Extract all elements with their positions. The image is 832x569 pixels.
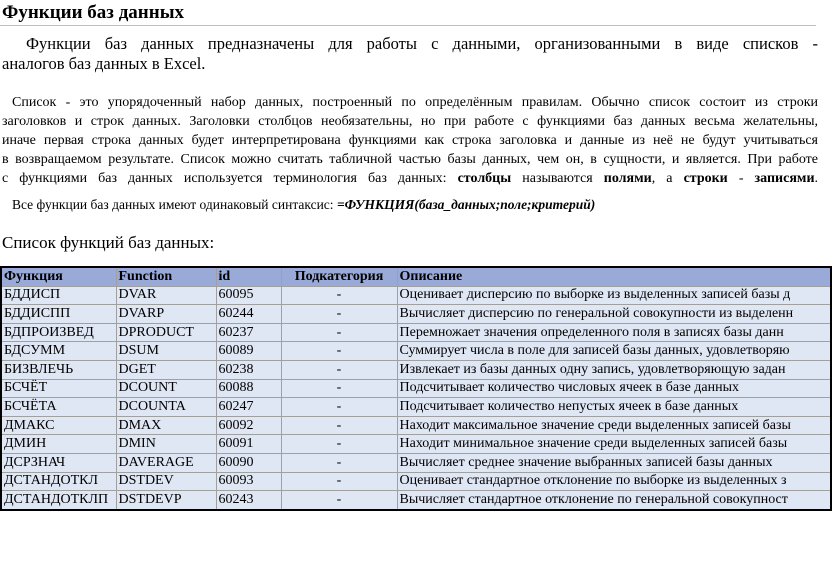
syntax-formula: =ФУНКЦИЯ(база_данных;поле;критерий) [336, 197, 596, 212]
cell-id: 60243 [216, 491, 281, 510]
cell-function-en: DMIN [116, 435, 216, 454]
cell-function: БДПРОИЗВЕД [1, 323, 116, 342]
cell-description: Находит минимальное значение среди выделенных записей базы [397, 435, 831, 454]
cell-function-en: DGET [116, 360, 216, 379]
cell-subcategory: - [281, 453, 397, 472]
cell-id: 60088 [216, 379, 281, 398]
functions-table-wrapper [0, 266, 816, 528]
paragraph-line: в возвращаемом результате. Список можно считать табличной частью базы данных, чем он, в сущности, и является. При работе [2, 152, 818, 167]
col-header-description: Описание [397, 267, 831, 286]
cell-subcategory: - [281, 416, 397, 435]
col-header-function-en: Function [116, 267, 216, 286]
table-row [1, 491, 831, 510]
cell-id: 60237 [216, 323, 281, 342]
cell-function-en: DAVERAGE [116, 453, 216, 472]
cell-description: Суммирует числа в поле для записей базы данных, удовлетворяю [397, 342, 831, 361]
page-title: Функции баз данных [2, 2, 185, 23]
paragraph-line: заголовков и строк данных. Заголовки столбцов необязательны, но при работе с функциями баз данных весьма желательны, [2, 114, 818, 129]
table-row [1, 435, 831, 454]
cell-function: ДСТАНДОТКЛП [1, 491, 116, 510]
term-called: называются [522, 171, 593, 186]
term-rows: строки [683, 171, 728, 186]
cell-function: ДСРЗНАЧ [1, 453, 116, 472]
cell-description: Подсчитывает количество непустых ячеек в базе данных [397, 398, 831, 417]
syntax-text: Все функции баз данных имеют одинаковый синтаксис: [12, 197, 334, 212]
cell-id: 60090 [216, 453, 281, 472]
term-dash: - [738, 171, 744, 186]
term-fields: полями [603, 171, 652, 186]
functions-table [0, 266, 832, 511]
term-and: а [666, 171, 673, 186]
cell-function: БДСУММ [1, 342, 116, 361]
cell-id: 60247 [216, 398, 281, 417]
terms-lead: с функциями баз данных используется терминология баз данных: [2, 171, 447, 186]
cell-id: 60091 [216, 435, 281, 454]
cell-function-en: DVARP [116, 305, 216, 324]
cell-description: Извлекает из базы данных одну запись, удовлетворяющую задан [397, 360, 831, 379]
paragraph-line-terms: с функциями баз данных используется терминология баз данных: столбцы называются полями, а строки - записями. [2, 171, 819, 186]
intro-line: Функции баз данных предназначены для работы с данными, организованными в виде списков - [26, 34, 818, 53]
table-row [1, 398, 831, 417]
table-row [1, 472, 831, 491]
cell-function-en: DCOUNTA [116, 398, 216, 417]
cell-function: БДДИСП [1, 286, 116, 305]
cell-subcategory: - [281, 435, 397, 454]
cell-description: Вычисляет среднее значение выбранных записей базы данных [397, 453, 831, 472]
cell-id: 60093 [216, 472, 281, 491]
cell-function-en: DCOUNT [116, 379, 216, 398]
cell-id: 60244 [216, 305, 281, 324]
col-header-subcategory: Подкатегория [281, 267, 397, 286]
table-row [1, 453, 831, 472]
cell-function-en: DPRODUCT [116, 323, 216, 342]
cell-subcategory: - [281, 342, 397, 361]
cell-id: 60089 [216, 342, 281, 361]
cell-function: ДСТАНДОТКЛ [1, 472, 116, 491]
table-row [1, 286, 831, 305]
cell-subcategory: - [281, 286, 397, 305]
cell-subcategory: - [281, 472, 397, 491]
cell-function-en: DSTDEVP [116, 491, 216, 510]
cell-function: БИЗВЛЕЧЬ [1, 360, 116, 379]
col-header-function: Функция [1, 267, 116, 286]
cell-description: Вычисляет стандартное отклонение по генеральной совокупност [397, 491, 831, 510]
paragraph-line: иначе первая строка данных будет интерпретирована функциями как строка заголовка и данные из неё не будут учитываться [2, 133, 818, 148]
table-row [1, 342, 831, 361]
cell-function: БСЧЁТ [1, 379, 116, 398]
term-columns: столбцы [457, 171, 512, 186]
syntax-paragraph [2, 196, 595, 214]
cell-subcategory: - [281, 305, 397, 324]
cell-description: Перемножает значения определенного поля в записях базы данн [397, 323, 831, 342]
cell-function-en: DVAR [116, 286, 216, 305]
list-definition-paragraph [2, 93, 818, 188]
term-period: . [814, 171, 819, 186]
cell-id: 60238 [216, 360, 281, 379]
intro-paragraph [2, 34, 818, 74]
cell-subcategory: - [281, 491, 397, 510]
cell-subcategory: - [281, 379, 397, 398]
cell-description: Находит максимальное значение среди выделенных записей базы [397, 416, 831, 435]
cell-subcategory: - [281, 398, 397, 417]
title-divider [0, 25, 816, 26]
cell-function-en: DSUM [116, 342, 216, 361]
table-row [1, 416, 831, 435]
intro-line: аналогов баз данных в Excel. [2, 54, 206, 73]
list-title: Список функций баз данных: [2, 233, 215, 252]
cell-function-en: DMAX [116, 416, 216, 435]
cell-id: 60092 [216, 416, 281, 435]
cell-subcategory: - [281, 360, 397, 379]
cell-description: Оценивает стандартное отклонение по выборке из выделенных з [397, 472, 831, 491]
table-header-row [1, 267, 831, 286]
cell-function: ДМИН [1, 435, 116, 454]
term-records: записями [754, 171, 815, 186]
col-header-id: id [216, 267, 281, 286]
cell-description: Подсчитывает количество числовых ячеек в базе данных [397, 379, 831, 398]
paragraph-line: Список - это упорядоченный набор данных, построенный по определённым правилам. Обычно список состоит из строки [12, 95, 818, 110]
cell-function: БСЧЁТА [1, 398, 116, 417]
cell-function: БДДИСПП [1, 305, 116, 324]
cell-function: ДМАКС [1, 416, 116, 435]
table-row [1, 305, 831, 324]
cell-function-en: DSTDEV [116, 472, 216, 491]
cell-id: 60095 [216, 286, 281, 305]
table-row [1, 379, 831, 398]
cell-description: Вычисляет дисперсию по генеральной совокупности из выделенн [397, 305, 831, 324]
table-row [1, 323, 831, 342]
cell-description: Оценивает дисперсию по выборке из выделенных записей базы д [397, 286, 831, 305]
cell-subcategory: - [281, 323, 397, 342]
table-row [1, 360, 831, 379]
